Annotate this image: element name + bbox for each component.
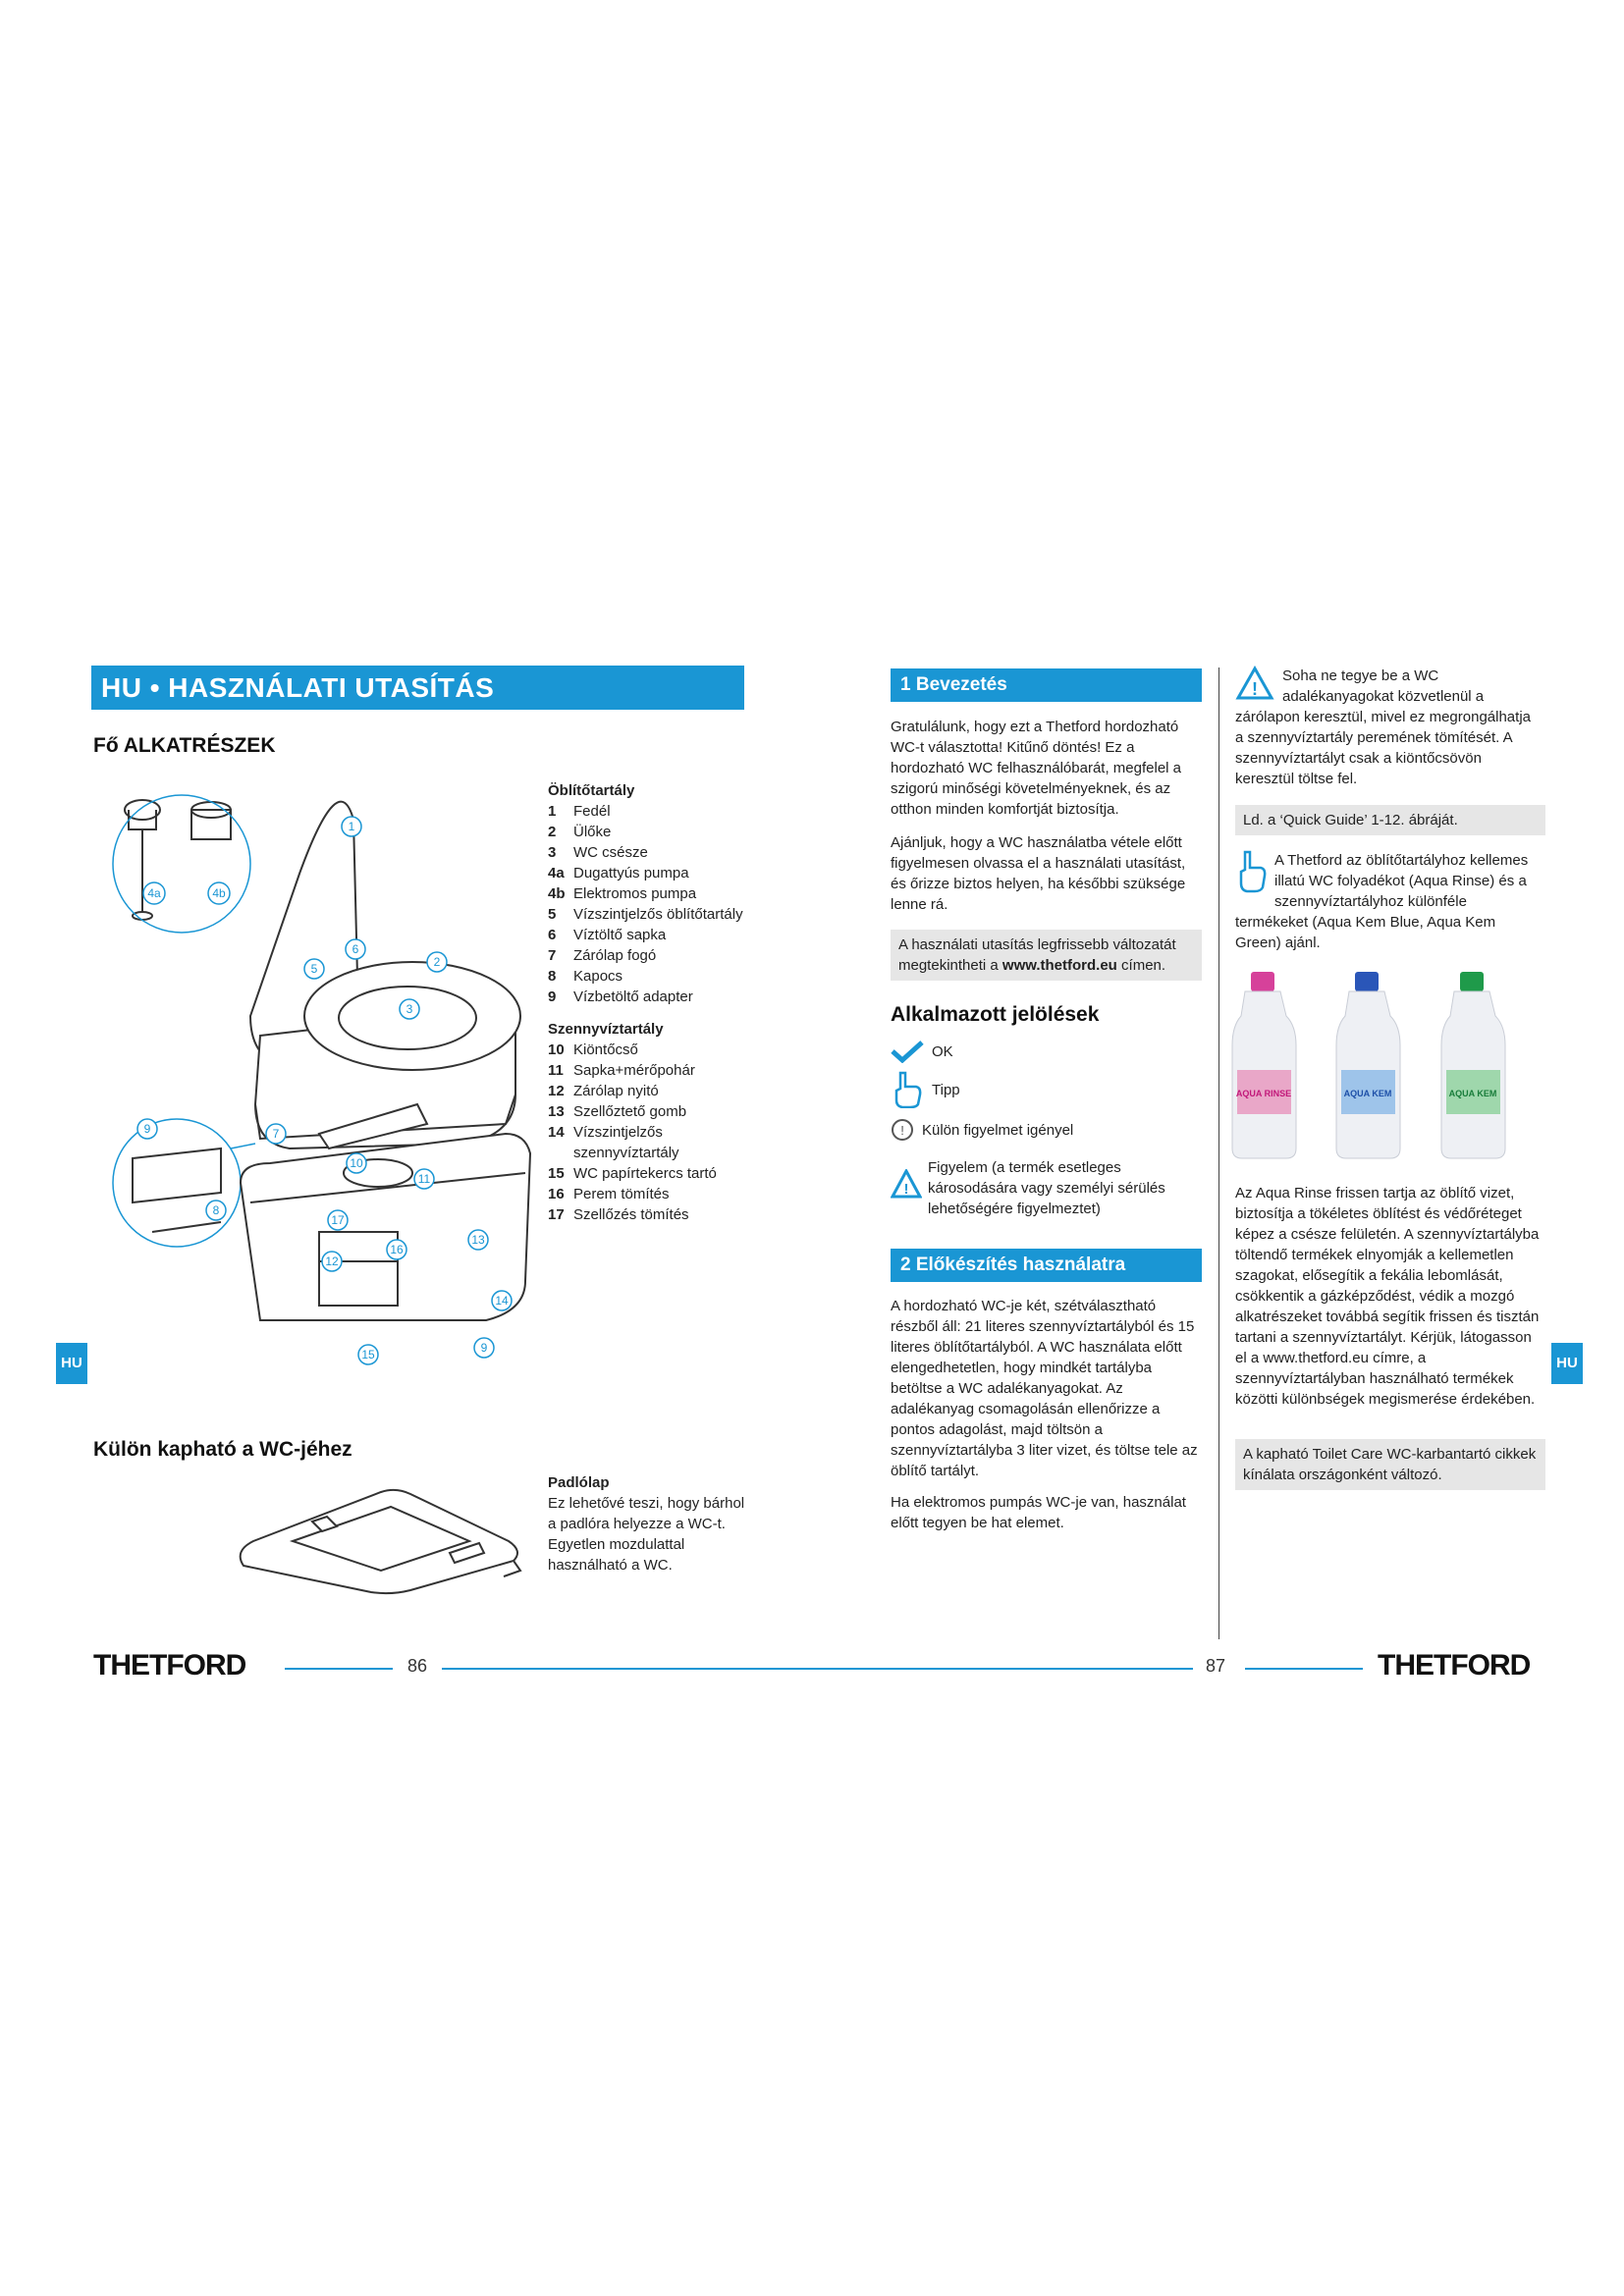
part-label: WC csésze <box>573 844 648 861</box>
intro-paragraph-1: Gratulálunk, hogy ezt a Thetford hordozható WC-t választotta! Kitűnő döntés! Ez a hordozható WC felhasználóbarát, megfelel a szigorú minőségi követelményeknek, és az otthon minden komfortját biztosítja. <box>891 719 1182 818</box>
parts-list-item <box>548 1204 754 1225</box>
part-number: 9 <box>548 988 557 1005</box>
warning-triangle-icon <box>891 1169 922 1199</box>
callout-14 <box>492 1291 512 1310</box>
svg-text:5: 5 <box>310 962 318 976</box>
symbol-warning-label: Figyelem (a termék esetleges károsodására vagy személyi sérülés lehetőségére figyelmeztet) <box>928 1159 1165 1217</box>
part-label: Dugattyús pumpa <box>573 865 689 881</box>
part-label: WC papírtekercs tartó <box>573 1165 717 1182</box>
callout-9b <box>474 1338 494 1358</box>
callout-12 <box>322 1252 342 1271</box>
language-tab-right: HU <box>1551 1343 1583 1384</box>
language-tab-left: HU <box>56 1343 87 1384</box>
floor-plate-text: Ez lehetővé teszi, hogy bárhol a padlóra helyezze a WC-t. Egyetlen mozdulattal használható a WC. <box>548 1495 745 1574</box>
callout-17 <box>328 1210 348 1230</box>
symbols-heading: Alkalmazott jelölések <box>891 1003 1100 1026</box>
latest-version-note: A használati utasítás legfrissebb változatát megtekintheti a www.thetford.eu címen. <box>891 930 1202 981</box>
callout-5 <box>304 959 324 979</box>
parts-list-item <box>548 863 754 883</box>
callout-15 <box>358 1345 378 1364</box>
part-number: 14 <box>548 1124 565 1141</box>
part-label: Víztöltő sapka <box>573 927 667 943</box>
check-icon <box>891 1040 924 1063</box>
callout-1 <box>342 817 361 836</box>
aqua-rinse-paragraph: Az Aqua Rinse frissen tartja az öblítő vizet, biztosítja a tökéletes öblítést és védőréteget képez a csésze felületén. A szennyvíztartályba töltendő termékek elnyomják a kellemetlen szagokat, elősegítik a fekália lebomlását, csökkentik a gázképződést, védik a mozgó alkatrészeket továbbá segítik frissen és tisztán tartani a szennyvíztartályt. Kérjük, látogasson el a www.thetford.eu címre, a szennyvíztartályban használható termékek közötti különbségek megismerése érdekében. <box>1235 1185 1540 1408</box>
callout-4a <box>143 882 165 904</box>
part-label: Kiöntőcső <box>573 1041 638 1058</box>
floor-plate-block <box>548 1472 754 1575</box>
svg-text:1: 1 <box>348 820 355 833</box>
page-number-left: 86 <box>407 1656 428 1676</box>
parts-list-item <box>548 822 754 842</box>
part-number: 8 <box>548 968 557 985</box>
warning-triangle-icon <box>1235 666 1274 701</box>
parts-list-item <box>548 1101 754 1122</box>
part-label: Elektromos pumpa <box>573 885 697 902</box>
pointing-hand-icon <box>1235 850 1269 893</box>
part-number: 4a <box>548 865 565 881</box>
svg-text:AQUA KEM: AQUA KEM <box>1343 1089 1392 1098</box>
svg-text:AQUA KEM: AQUA KEM <box>1448 1089 1497 1098</box>
part-number: 7 <box>548 947 557 964</box>
symbol-attention-label: Külön figyelmet igényel <box>922 1121 1074 1139</box>
part-label: Fedél <box>573 803 611 820</box>
parts-list-item <box>548 1040 754 1060</box>
warning-text: Soha ne tegye be a WC adalékanyagokat közvetlenül a zárólapon keresztül, mivel ez megrongálhatja a szennyvíztartály peremének tömítését. A szennyvíztartályt csak a kiöntőcsövön keresztül töltse fel. <box>1235 667 1531 787</box>
part-label: Kapocs <box>573 968 623 985</box>
svg-text:4b: 4b <box>212 886 226 900</box>
tip-block <box>1235 850 1540 953</box>
symbol-tip-label: Tipp <box>932 1081 960 1098</box>
column-divider <box>1218 667 1219 1639</box>
quick-guide-note: Ld. a ‘Quick Guide’ 1-12. ábráját. <box>1235 805 1545 835</box>
callout-8 <box>206 1201 226 1220</box>
flush-tank-heading: Öblítőtartály <box>548 782 635 799</box>
callout-3 <box>400 999 419 1019</box>
thetford-logo-left: THETFORD <box>93 1649 246 1682</box>
svg-text:2: 2 <box>433 955 441 969</box>
svg-text:AQUA RINSE: AQUA RINSE <box>1235 1089 1292 1098</box>
footer-line <box>285 1668 393 1670</box>
product-bottles-image <box>1227 967 1546 1163</box>
part-label: Szellőzés tömítés <box>573 1206 689 1223</box>
tip-text: A Thetford az öblítőtartályhoz kellemes illatú WC folyadékot (Aqua Rinse) és a szennyvíztartályhoz különféle termékeket (Aqua Kem Blue, Aqua Kem Green) ajánl. <box>1235 852 1529 951</box>
floor-plate-heading: Padlólap <box>548 1474 610 1491</box>
page-title: HU • HASZNÁLATI UTASÍTÁS <box>91 666 744 710</box>
part-label: Ülőke <box>573 824 612 840</box>
svg-text:12: 12 <box>325 1255 339 1268</box>
bottle-aqua-rinse <box>1232 972 1296 1158</box>
svg-text:4a: 4a <box>147 886 161 900</box>
parts-list-item <box>548 1122 754 1163</box>
part-number: 6 <box>548 927 557 943</box>
part-number: 4b <box>548 885 566 902</box>
svg-text:10: 10 <box>350 1156 363 1170</box>
floor-plate-image <box>234 1482 528 1600</box>
bottle-aqua-kem-blue <box>1336 972 1400 1158</box>
parts-list-item <box>548 1060 754 1081</box>
parts-list-item <box>548 925 754 945</box>
part-label: Vízszintjelzős öblítőtartály <box>573 906 743 923</box>
part-number: 2 <box>548 824 557 840</box>
part-number: 15 <box>548 1165 565 1182</box>
toilet-parts-diagram <box>93 771 545 1389</box>
footer-line <box>442 1668 1193 1670</box>
prep-paragraph-1: A hordozható WC-je két, szétválasztható részből áll: 21 literes szennyvíztartályból és 15 literes öblítőtartályból. A WC használata előtt elengedhetetlen, hogy mindkét tartályba betöltse a WC adalékanyagokat. Az adalékanyag csomagolásán ellenőrizze a pontos adagolást, majd töltsön a szennyvíztartályba 3 liter vizet, és töltse tele az öblítő tartályt. <box>891 1298 1198 1479</box>
svg-text:13: 13 <box>471 1233 485 1247</box>
callout-4b <box>208 882 230 904</box>
part-label: Vízbetöltő adapter <box>573 988 693 1005</box>
callout-16 <box>387 1240 406 1259</box>
parts-list-item <box>548 842 754 863</box>
main-parts-heading: Fő ALKATRÉSZEK <box>93 734 276 757</box>
flush-tank-list <box>548 801 754 1007</box>
intro-section-title: 1 Bevezetés <box>891 668 1202 702</box>
parts-list-item <box>548 945 754 966</box>
parts-list-item <box>548 801 754 822</box>
svg-text:!: ! <box>900 1123 904 1138</box>
waste-tank-heading: Szennyvíztartály <box>548 1021 664 1038</box>
svg-text:7: 7 <box>272 1127 280 1141</box>
part-label: Perem tömítés <box>573 1186 670 1202</box>
part-number: 5 <box>548 906 557 923</box>
parts-list-item <box>548 883 754 904</box>
svg-text:9: 9 <box>143 1122 151 1136</box>
intro-paragraph-2: Ajánljuk, hogy a WC használatba vétele előtt figyelmesen olvassa el a használati utasítást, és őrizze biztos helyen, ha későbbi szüksége lenne rá. <box>891 834 1186 913</box>
pointing-hand-icon <box>891 1071 924 1108</box>
part-number: 1 <box>548 803 557 820</box>
availability-note: A kapható Toilet Care WC-karbantartó cikkek kínálata országonként változó. <box>1235 1439 1545 1490</box>
parts-list-item <box>548 1184 754 1204</box>
svg-text:15: 15 <box>361 1348 375 1362</box>
parts-list-item <box>548 1081 754 1101</box>
symbol-ok-label: OK <box>932 1042 953 1060</box>
callout-11 <box>414 1169 434 1189</box>
warning-block <box>1235 666 1540 789</box>
part-number: 13 <box>548 1103 565 1120</box>
svg-text:6: 6 <box>352 942 359 956</box>
part-number: 10 <box>548 1041 565 1058</box>
footer-line <box>1245 1668 1363 1670</box>
bottle-aqua-kem-green <box>1441 972 1505 1158</box>
callout-13 <box>468 1230 488 1250</box>
page-number-right: 87 <box>1206 1656 1226 1676</box>
parts-list-item <box>548 987 754 1007</box>
callout-2 <box>427 952 447 972</box>
svg-text:8: 8 <box>212 1203 220 1217</box>
parts-list-item <box>548 904 754 925</box>
part-number: 3 <box>548 844 557 861</box>
part-label: Vízszintjelzős szennyvíztartály <box>573 1124 679 1161</box>
part-label: Szellőztető gomb <box>573 1103 687 1120</box>
prep-section-title: 2 Előkészítés használatra <box>891 1249 1202 1282</box>
svg-text:!: ! <box>903 1181 909 1198</box>
thetford-logo-right: THETFORD <box>1378 1649 1531 1682</box>
callout-10 <box>347 1153 366 1173</box>
waste-tank-list <box>548 1040 754 1225</box>
part-number: 16 <box>548 1186 565 1202</box>
separate-accessories-heading: Külön kapható a WC-jéhez <box>93 1438 352 1461</box>
part-label: Zárólap nyitó <box>573 1083 659 1099</box>
part-number: 12 <box>548 1083 565 1099</box>
part-label: Zárólap fogó <box>573 947 657 964</box>
callout-9a <box>137 1119 157 1139</box>
svg-text:17: 17 <box>331 1213 345 1227</box>
svg-text:!: ! <box>1252 679 1258 699</box>
symbols-legend <box>891 1036 1205 1219</box>
parts-list-item <box>548 966 754 987</box>
svg-text:3: 3 <box>406 1002 413 1016</box>
part-number: 17 <box>548 1206 565 1223</box>
parts-list <box>548 780 754 1225</box>
parts-list-item <box>548 1163 754 1184</box>
part-number: 11 <box>548 1062 564 1079</box>
part-label: Sapka+mérőpohár <box>573 1062 695 1079</box>
svg-text:11: 11 <box>417 1172 431 1186</box>
attention-icon <box>891 1118 914 1142</box>
callout-7 <box>266 1124 286 1144</box>
prep-paragraph-2: Ha elektromos pumpás WC-je van, használat előtt tegyen be hat elemet. <box>891 1494 1186 1531</box>
svg-text:16: 16 <box>390 1243 404 1256</box>
svg-text:9: 9 <box>480 1341 488 1355</box>
svg-text:14: 14 <box>495 1294 509 1308</box>
callout-6 <box>346 939 365 959</box>
